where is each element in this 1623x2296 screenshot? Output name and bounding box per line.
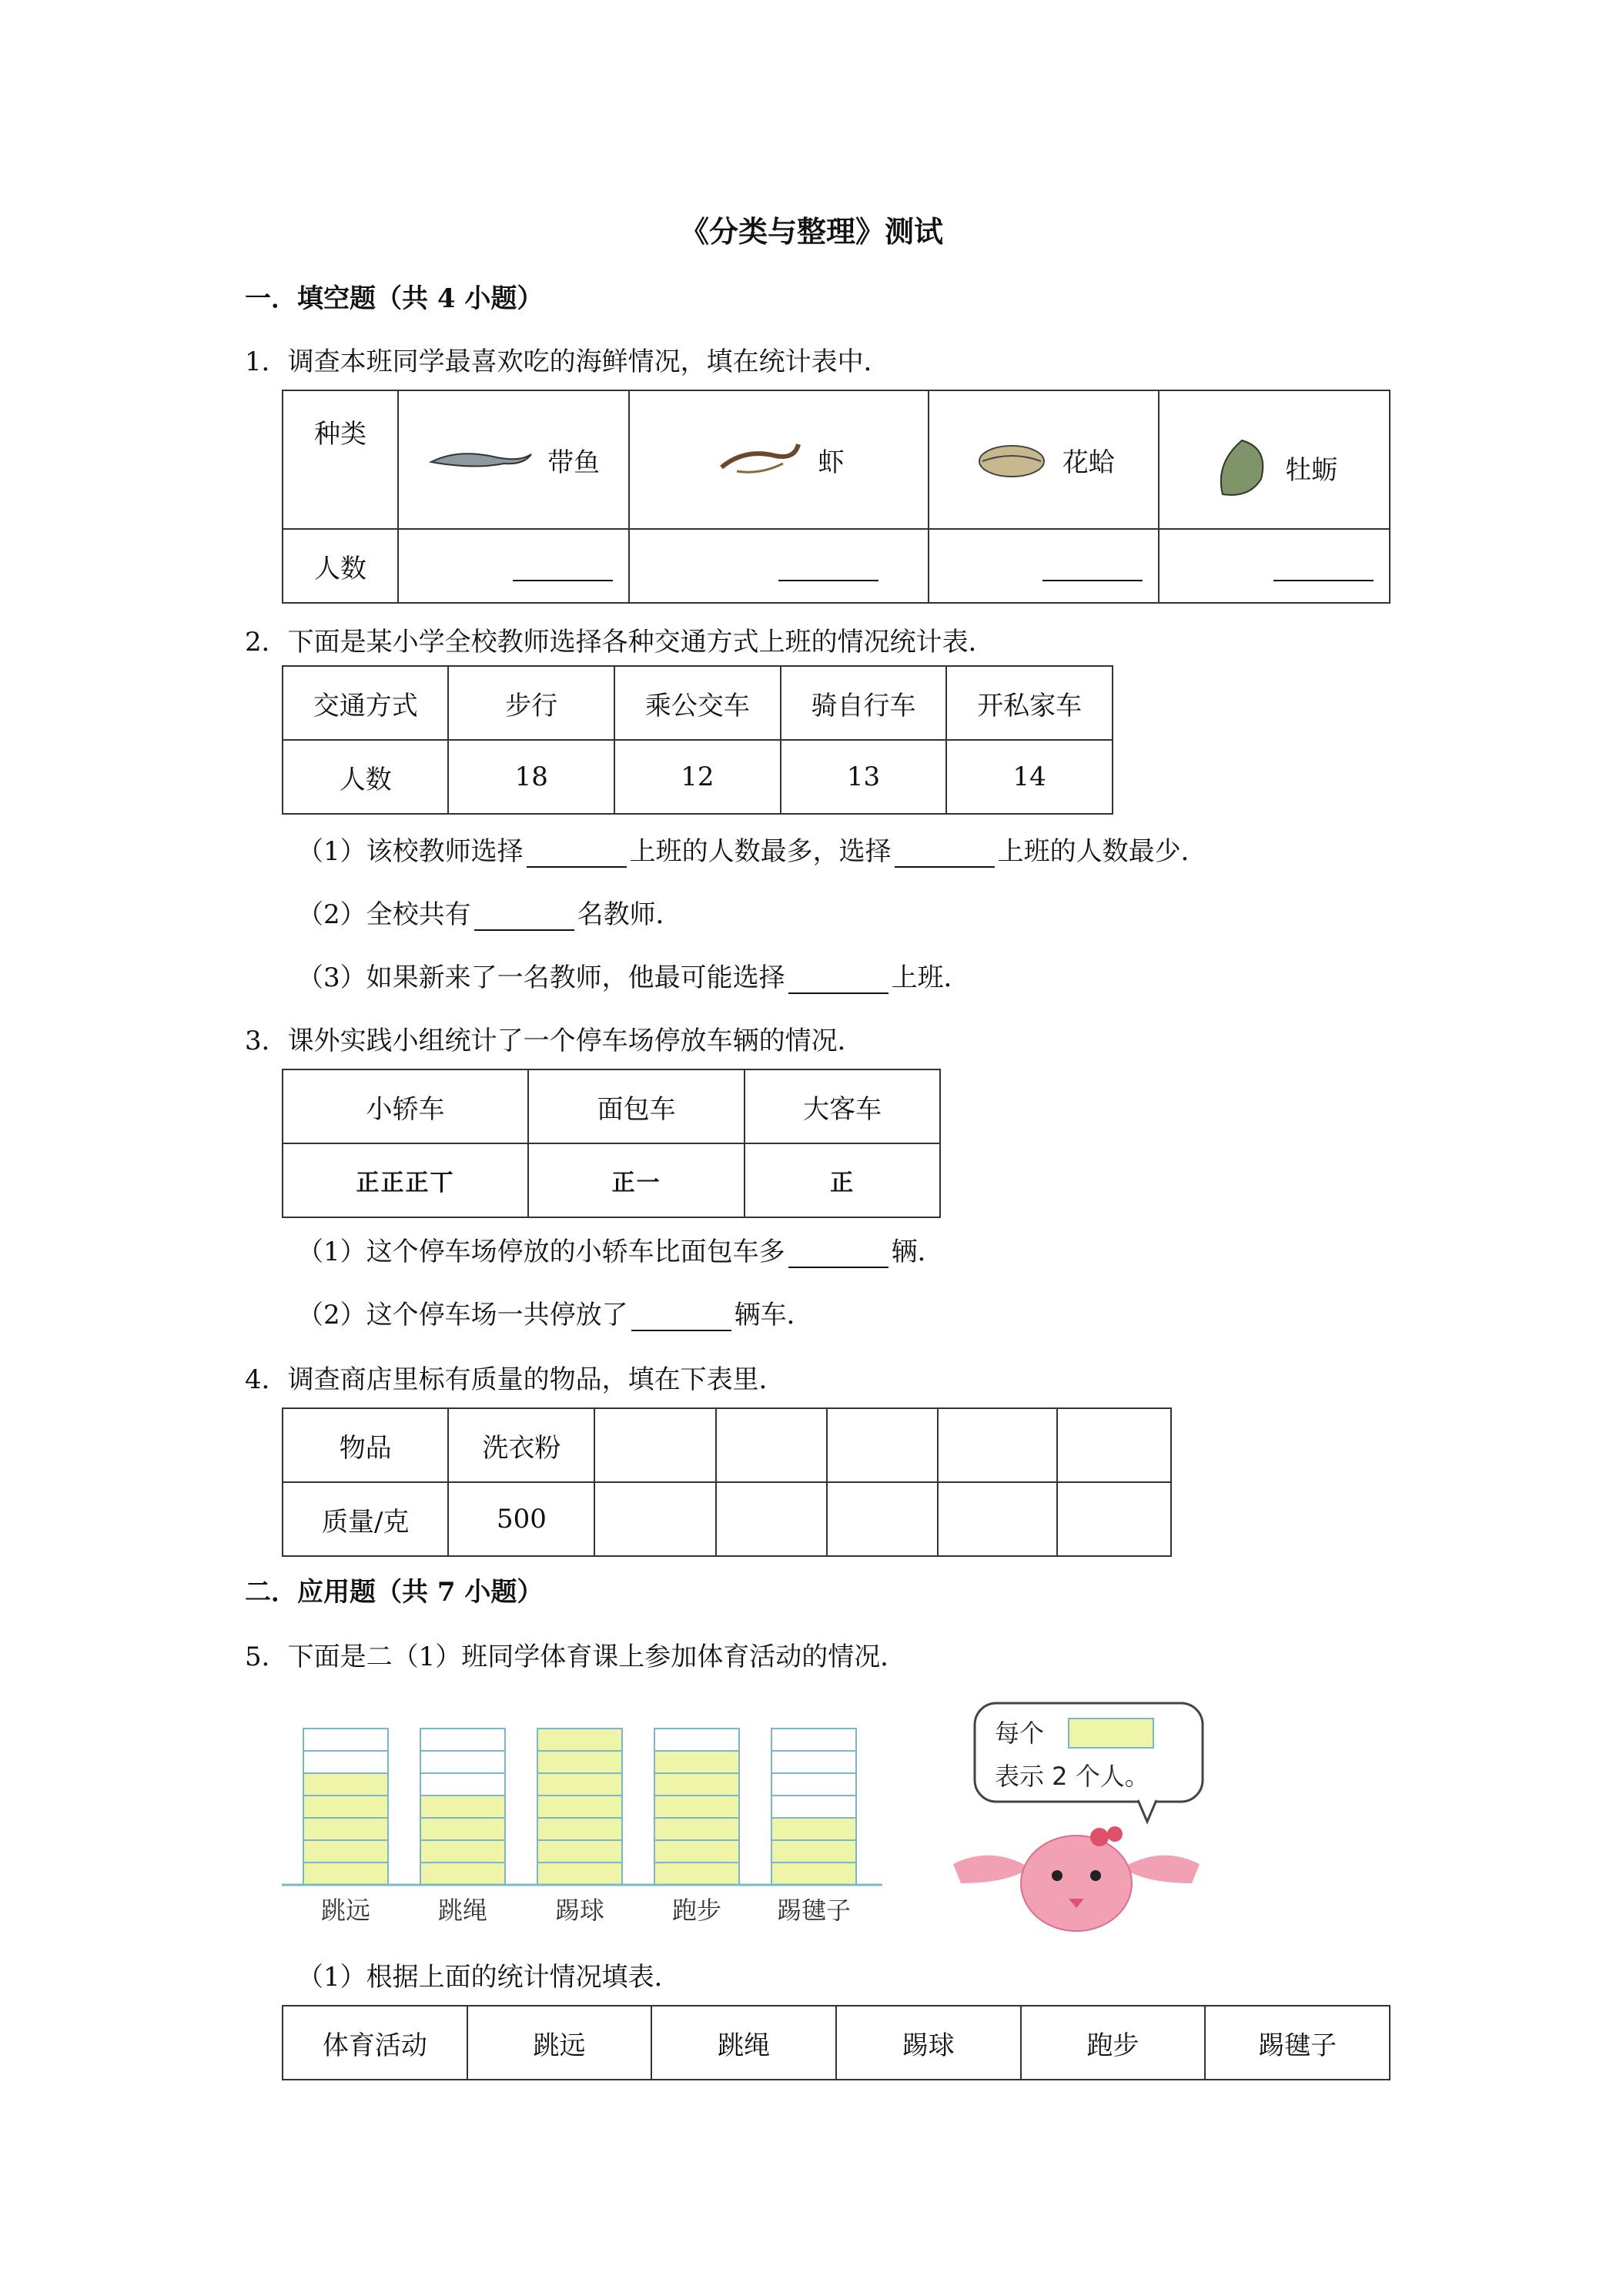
bar-cell-filled bbox=[771, 1840, 856, 1863]
q1-row1-header: 种类 bbox=[283, 390, 398, 529]
q2-sub2-text-a: （2）全校共有 bbox=[297, 899, 471, 930]
q4-cell[interactable] bbox=[827, 1482, 938, 1556]
q4-cell[interactable] bbox=[938, 1482, 1058, 1556]
speech-line-1: 每个 bbox=[995, 1719, 1045, 1748]
q4-cell[interactable] bbox=[827, 1408, 938, 1482]
bar-cell-filled bbox=[537, 1796, 622, 1818]
q4-cell[interactable] bbox=[594, 1408, 716, 1482]
bar-cell-filled bbox=[654, 1796, 739, 1818]
q3-table bbox=[282, 1069, 941, 1218]
category-label: 跳远 bbox=[320, 1896, 371, 1925]
speech-line-2: 表示 2 个人。 bbox=[995, 1762, 1149, 1791]
bar-cell-empty bbox=[771, 1773, 856, 1796]
bar-cell-empty bbox=[303, 1751, 388, 1773]
q3-sub2-text-a: （2）这个停车场一共停放了 bbox=[297, 1300, 628, 1330]
q1-answer-blank-1[interactable] bbox=[513, 554, 613, 581]
legend-cell bbox=[1069, 1719, 1153, 1748]
q1-row2-header: 人数 bbox=[283, 529, 398, 603]
q5-header-cell: 跳远 bbox=[467, 2006, 652, 2080]
bar-cell-filled bbox=[771, 1863, 856, 1885]
q4-cell[interactable] bbox=[1057, 1408, 1171, 1482]
bar-cell-filled bbox=[654, 1751, 739, 1773]
q5-header-cell: 体育活动 bbox=[283, 2006, 467, 2080]
q2-sub3 bbox=[297, 956, 970, 994]
q4-cell[interactable] bbox=[716, 1408, 827, 1482]
q2-sub1-text-b: 上班的人数最多，选择 bbox=[629, 836, 892, 867]
category-label: 跳绳 bbox=[437, 1896, 488, 1925]
q2-sub1-text-a: （1）该校教师选择 bbox=[297, 836, 524, 867]
q2-header-cell: 交通方式 bbox=[283, 666, 448, 740]
q2-sub1-blank-1[interactable] bbox=[527, 840, 627, 868]
q2-header-cell: 步行 bbox=[448, 666, 614, 740]
q1-item-label: 带鱼 bbox=[547, 447, 601, 478]
mascot-illustration bbox=[945, 1699, 1207, 1937]
bar-cell-filled bbox=[654, 1818, 739, 1840]
q2-text: 2．下面是某小学全校教师选择各种交通方式上班的情况统计表． bbox=[245, 627, 995, 658]
bar-cell-filled bbox=[537, 1729, 622, 1751]
bar-cell-empty bbox=[420, 1751, 505, 1773]
bar-cell-filled bbox=[537, 1751, 622, 1773]
q5-header-cell: 踢毽子 bbox=[1205, 2006, 1390, 2080]
bar-cell-empty bbox=[420, 1729, 505, 1751]
page-title: 《分类与整理》测试 bbox=[679, 214, 943, 249]
q3-header-cell: 面包车 bbox=[528, 1069, 745, 1143]
q2-header-cell: 开私家车 bbox=[946, 666, 1113, 740]
ribbonfish-icon bbox=[427, 440, 535, 479]
q5-header-cell: 踢球 bbox=[836, 2006, 1021, 2080]
category-label: 踢球 bbox=[554, 1896, 605, 1925]
bar-cell-filled bbox=[420, 1863, 505, 1885]
category-label: 跑步 bbox=[671, 1896, 722, 1925]
q3-text: 3．课外实践小组统计了一个停车场停放车辆的情况． bbox=[245, 1026, 864, 1056]
bar-cell-filled bbox=[654, 1863, 739, 1885]
q4-cell[interactable] bbox=[594, 1482, 716, 1556]
q5-text: 5．下面是二（1）班同学体育课上参加体育活动的情况． bbox=[245, 1642, 907, 1672]
q2-data-cell: 18 bbox=[448, 740, 614, 814]
q3-sub1 bbox=[297, 1230, 944, 1268]
q1-item-3 bbox=[929, 390, 1160, 529]
q2-data-cell: 14 bbox=[946, 740, 1113, 814]
q2-sub3-blank[interactable] bbox=[788, 966, 888, 994]
q3-sub1-blank[interactable] bbox=[788, 1240, 888, 1268]
q4-cell: 物品 bbox=[283, 1408, 448, 1482]
q1-answer-blank-4[interactable] bbox=[1273, 554, 1374, 581]
category-label: 踢毽子 bbox=[776, 1896, 852, 1925]
activity-bar-chart bbox=[282, 1700, 882, 1931]
clam-icon bbox=[973, 437, 1050, 483]
q4-cell: 500 bbox=[448, 1482, 594, 1556]
bar-cell-empty bbox=[303, 1729, 388, 1751]
q2-sub2-text-b: 名教师． bbox=[577, 899, 682, 930]
q1-item-4 bbox=[1159, 390, 1390, 529]
bird-icon bbox=[953, 1826, 1200, 1931]
section-2-heading: 二．应用题（共 7 小题） bbox=[245, 1577, 544, 1608]
bar-cell-filled bbox=[303, 1818, 388, 1840]
bar-cell-filled bbox=[537, 1863, 622, 1885]
bar-cell-filled bbox=[654, 1773, 739, 1796]
q2-header-cell: 乘公交车 bbox=[614, 666, 781, 740]
oyster-icon bbox=[1211, 433, 1273, 502]
q3-header-cell: 小轿车 bbox=[283, 1069, 528, 1143]
q3-tally-cell: 正正正丅 bbox=[283, 1143, 528, 1217]
bar-cell-filled bbox=[420, 1840, 505, 1863]
q4-cell[interactable] bbox=[1057, 1482, 1171, 1556]
q1-answer-blank-3[interactable] bbox=[1042, 554, 1143, 581]
q2-header-cell: 骑自行车 bbox=[781, 666, 947, 740]
q2-sub1 bbox=[297, 830, 1207, 868]
q3-tally-cell: 正一 bbox=[528, 1143, 745, 1217]
q2-data-cell: 人数 bbox=[283, 740, 448, 814]
q4-cell[interactable] bbox=[716, 1482, 827, 1556]
q4-table bbox=[282, 1407, 1172, 1557]
q5-table bbox=[282, 2005, 1390, 2080]
q2-sub3-text-a: （3）如果新来了一名教师，他最可能选择 bbox=[297, 962, 785, 993]
bar-cell-filled bbox=[303, 1796, 388, 1818]
bar-cell-filled bbox=[537, 1840, 622, 1863]
bar-cell-empty bbox=[654, 1729, 739, 1751]
bar-cell-filled bbox=[303, 1863, 388, 1885]
bar-cell-empty bbox=[771, 1729, 856, 1751]
q5-header-cell: 跳绳 bbox=[651, 2006, 836, 2080]
bar-cell-empty bbox=[771, 1751, 856, 1773]
q2-sub1-text-c: 上班的人数最少． bbox=[997, 836, 1207, 867]
q1-item-label: 虾 bbox=[818, 447, 845, 478]
q4-text: 4．调查商店里标有质量的物品，填在下表里． bbox=[245, 1364, 785, 1395]
q1-table bbox=[282, 390, 1390, 604]
shrimp-icon bbox=[714, 437, 806, 483]
q3-sub2 bbox=[297, 1294, 813, 1331]
bar-cell-filled bbox=[420, 1796, 505, 1818]
q1-answer-blank-2[interactable] bbox=[778, 554, 878, 581]
q3-tally-cell: 正 bbox=[745, 1143, 940, 1217]
q4-cell[interactable] bbox=[938, 1408, 1058, 1482]
bar-cell-filled bbox=[771, 1818, 856, 1840]
q3-sub2-text-b: 辆车． bbox=[734, 1300, 813, 1330]
bar-cell-filled bbox=[303, 1840, 388, 1863]
q4-cell: 洗衣粉 bbox=[448, 1408, 594, 1482]
q2-data-cell: 13 bbox=[781, 740, 947, 814]
q1-item-label: 花蛤 bbox=[1062, 447, 1115, 478]
q1-item-1 bbox=[398, 390, 629, 529]
bar-cell-filled bbox=[654, 1840, 739, 1863]
q3-sub1-text-a: （1）这个停车场停放的小轿车比面包车多 bbox=[297, 1237, 785, 1267]
bar-cell-empty bbox=[771, 1796, 856, 1818]
q5-header-cell: 跑步 bbox=[1021, 2006, 1206, 2080]
section-1-heading: 一．填空题（共 4 小题） bbox=[245, 283, 544, 314]
q5-sub1: （1）根据上面的统计情况填表． bbox=[297, 1962, 681, 1993]
q1-item-label: 牡蛎 bbox=[1285, 454, 1338, 486]
q3-header-cell: 大客车 bbox=[745, 1069, 940, 1143]
q3-sub1-text-b: 辆． bbox=[891, 1237, 944, 1267]
bar-cell-empty bbox=[420, 1773, 505, 1796]
q1-item-2 bbox=[629, 390, 929, 529]
q1-text: 1．调查本班同学最喜欢吃的海鲜情况，填在统计表中． bbox=[245, 346, 890, 377]
q2-sub3-text-b: 上班． bbox=[891, 962, 970, 993]
q2-sub1-blank-2[interactable] bbox=[895, 840, 995, 868]
q2-sub2 bbox=[297, 893, 682, 931]
bar-cell-filled bbox=[537, 1818, 622, 1840]
q2-sub2-blank[interactable] bbox=[474, 903, 574, 931]
q2-table bbox=[282, 665, 1113, 815]
q4-cell: 质量/克 bbox=[283, 1482, 448, 1556]
q2-data-cell: 12 bbox=[614, 740, 781, 814]
bar-cell-filled bbox=[303, 1773, 388, 1796]
bar-cell-filled bbox=[420, 1818, 505, 1840]
q3-sub2-blank[interactable] bbox=[631, 1304, 731, 1331]
speech-bubble-tail bbox=[1138, 1800, 1156, 1822]
bar-cell-filled bbox=[537, 1773, 622, 1796]
